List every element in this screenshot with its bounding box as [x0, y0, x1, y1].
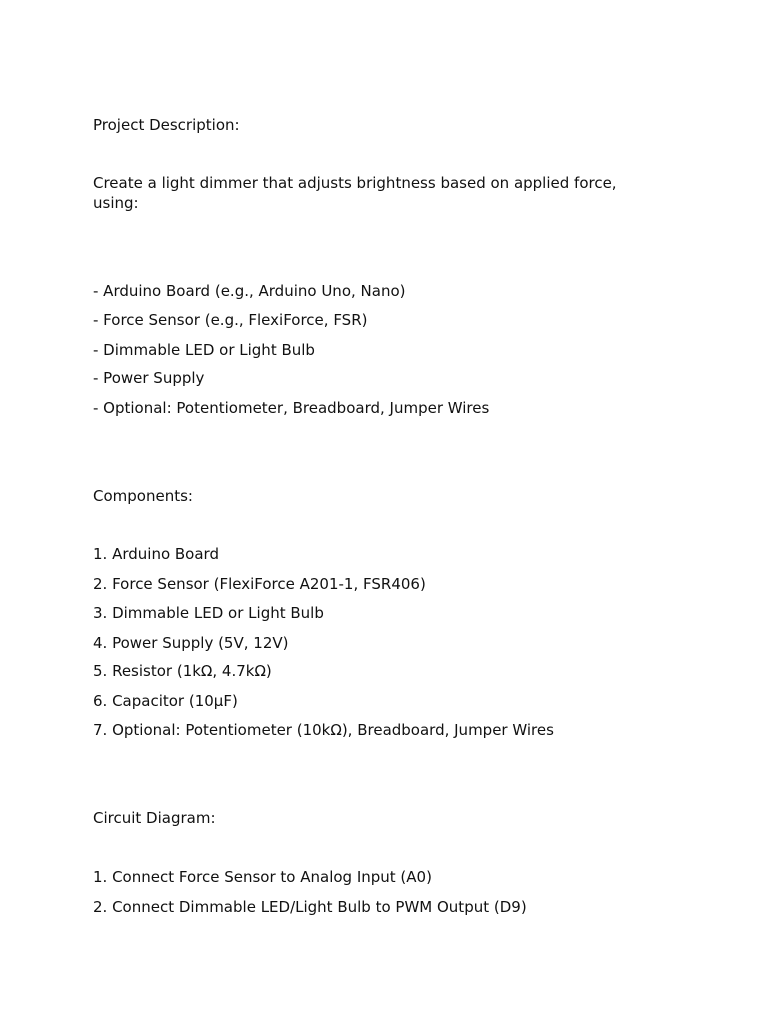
components-item: 6. Capacitor (10µF) [93, 692, 238, 710]
components-item: 5. Resistor (1kΩ, 4.7kΩ) [93, 662, 272, 680]
materials-item: - Force Sensor (e.g., FlexiForce, FSR) [93, 311, 368, 329]
components-item: 3. Dimmable LED or Light Bulb [93, 604, 324, 622]
materials-item: - Power Supply [93, 369, 205, 387]
materials-item: - Arduino Board (e.g., Arduino Uno, Nano) [93, 282, 406, 300]
materials-item: - Dimmable LED or Light Bulb [93, 341, 315, 359]
intro-paragraph: Create a light dimmer that adjusts brightness based on applied force, using: [93, 174, 622, 212]
circuit-step: 1. Connect Force Sensor to Analog Input (A0) [93, 868, 432, 886]
components-item: 1. Arduino Board [93, 545, 219, 563]
components-item: 7. Optional: Potentiometer (10kΩ), Breadboard, Jumper Wires [93, 721, 554, 739]
components-heading: Components: [93, 487, 193, 505]
materials-item: - Optional: Potentiometer, Breadboard, Jumper Wires [93, 399, 490, 417]
circuit-step: 2. Connect Dimmable LED/Light Bulb to PWM Output (D9) [93, 898, 527, 916]
circuit-diagram-heading: Circuit Diagram: [93, 809, 216, 827]
components-item: 2. Force Sensor (FlexiForce A201-1, FSR406) [93, 575, 426, 593]
project-description-heading: Project Description: [93, 116, 240, 134]
components-item: 4. Power Supply (5V, 12V) [93, 634, 289, 652]
